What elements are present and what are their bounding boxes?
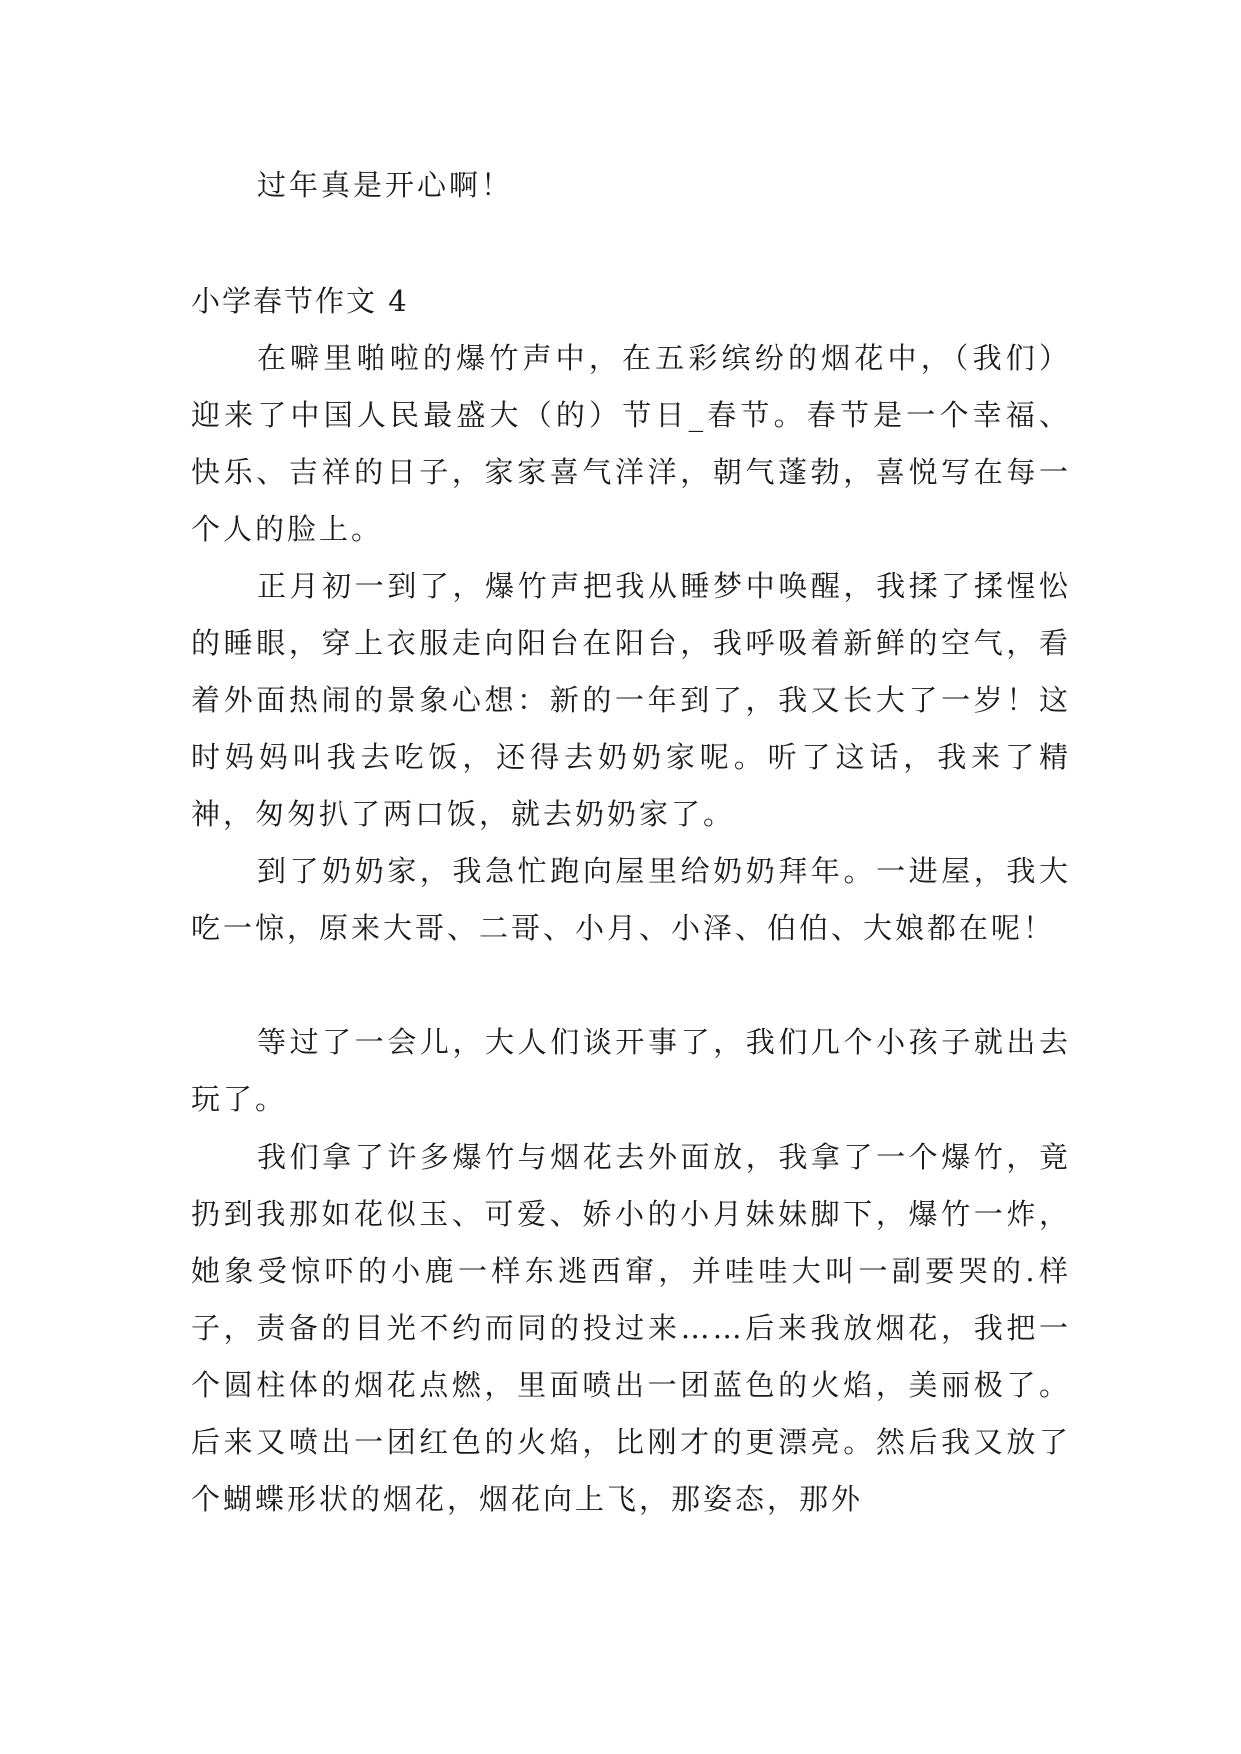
paragraph: 到了奶奶家，我急忙跑向屋里给奶奶拜年。一进屋，我大吃一惊，原来大哥、二哥、小月、小泽、伯伯、大娘都在呢！ (191, 854, 1071, 945)
section-title: 小学春节作文 4 (191, 284, 409, 318)
paragraph: 等过了一会儿，大人们谈开事了，我们几个小孩子就出去玩了。 (191, 1025, 1071, 1116)
closing-line: 过年真是开心啊！ (257, 168, 514, 202)
paragraph: 在噼里啪啦的爆竹声中，在五彩缤纷的烟花中，（我们）迎来了中国人民最盛大（的）节日_春节。春节是一个幸福、快乐、吉祥的日子，家家喜气洋洋，朝气蓬勃，喜悦写在每一个人的脸上。 (191, 341, 1071, 546)
paragraph: 我们拿了许多爆竹与烟花去外面放，我拿了一个爆竹，竟扔到我那如花似玉、可爱、娇小的小月妹妹脚下，爆竹一炸，她象受惊吓的小鹿一样东逃西窜，并哇哇大叫一副要哭的.样子，责备的目光不约而同的投过来……后来我放烟花，我把一个圆柱体的烟花点燃，里面喷出一团蓝色的火焰，美丽极了。后来又喷出一团红色的火焰，比刚才的更漂亮。然后我又放了个蝴蝶形状的烟花，烟花向上飞，那姿态，那外 (191, 1140, 1071, 1516)
paragraph: 正月初一到了，爆竹声把我从睡梦中唤醒，我揉了揉惺忪的睡眼，穿上衣服走向阳台在阳台，我呼吸着新鲜的空气，看着外面热闹的景象心想：新的一年到了，我又长大了一岁！这时妈妈叫我去吃饭，还得去奶奶家呢。听了这话，我来了精神，匆匆扒了两口饭，就去奶奶家了。 (191, 569, 1071, 831)
